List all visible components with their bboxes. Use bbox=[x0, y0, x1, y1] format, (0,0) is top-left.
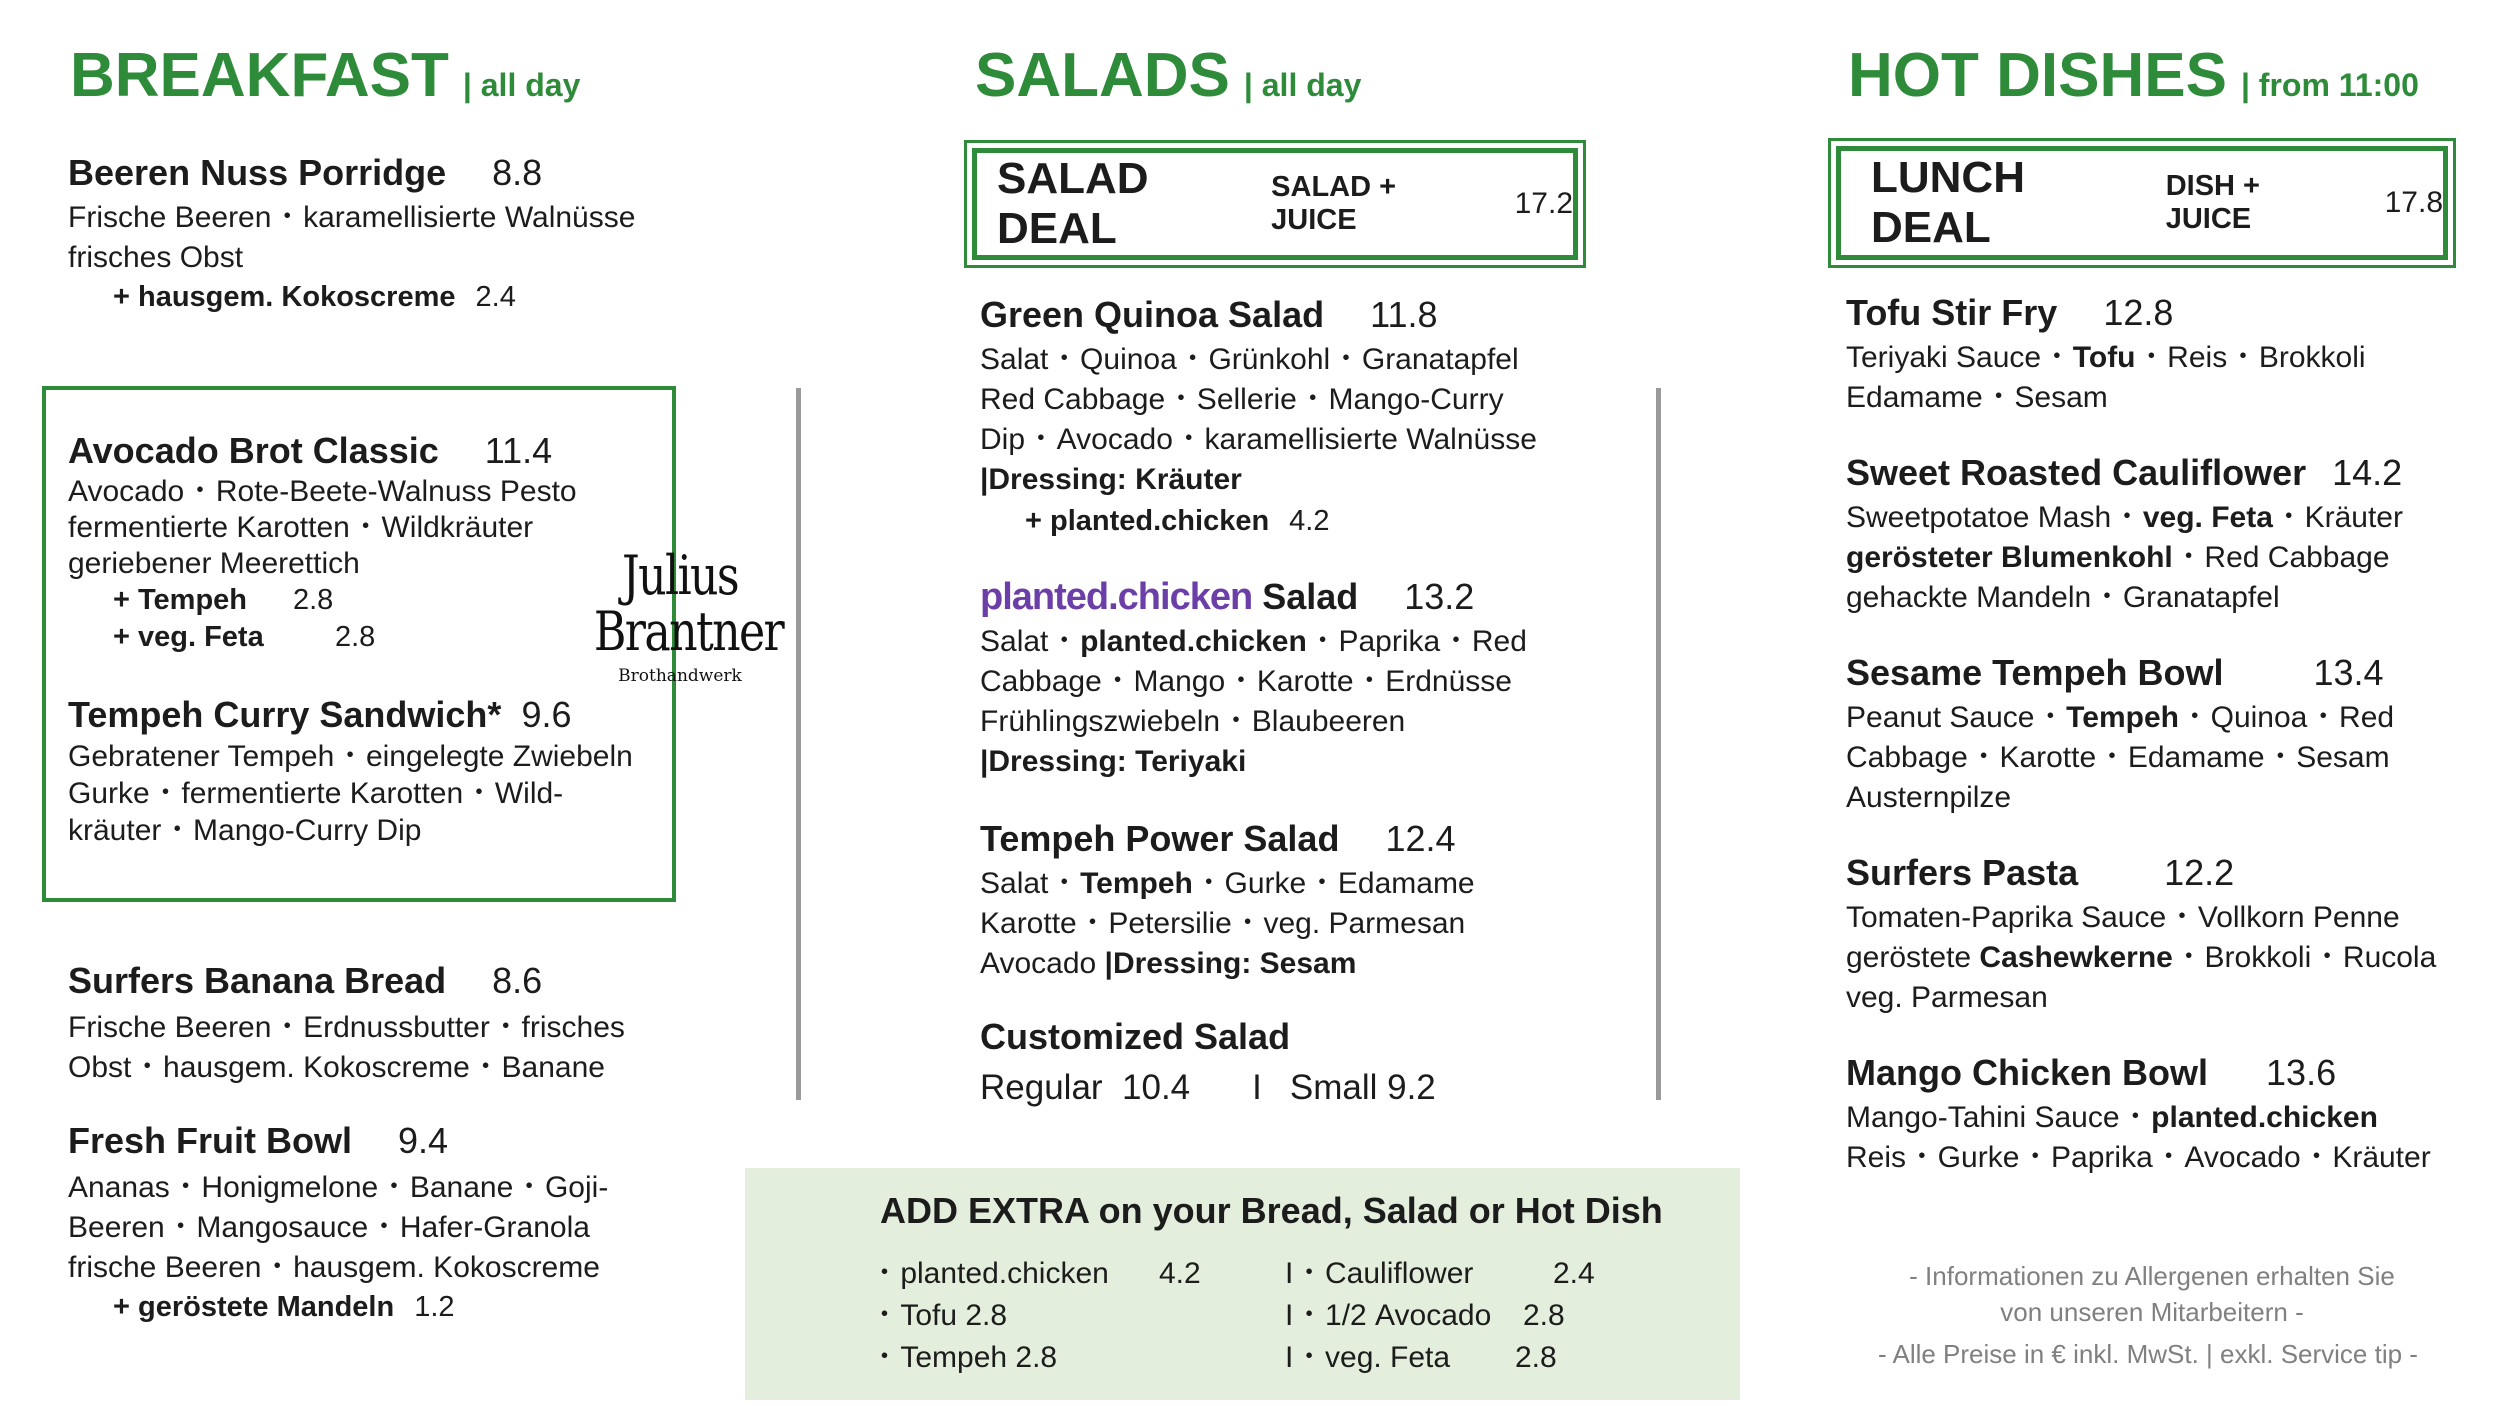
item-desc-line: Salat ･ Tempeh ･ Gurke ･ Edamame bbox=[980, 867, 1475, 900]
section-subtitle: | from 11:00 bbox=[2240, 67, 2419, 103]
price-note bbox=[1828, 1336, 2468, 1372]
addon-price: 4.2 bbox=[1289, 505, 1330, 537]
menu-item-planted-salad bbox=[980, 574, 1700, 782]
item-desc-line: Salat ･ Quinoa ･ Grünkohl ･ Granatapfel bbox=[980, 343, 1519, 376]
item-desc-line: Edamame ･ Sesam bbox=[1846, 381, 2108, 414]
item-desc-line: Frische Beeren ･ Erdnussbutter ･ frisches bbox=[68, 1011, 625, 1044]
item-desc-line: Salat ･ planted.chicken ･ Paprika ･ Red bbox=[980, 625, 1527, 658]
item-desc-line: veg. Parmesan bbox=[1846, 981, 2048, 1014]
menu-item-banana-bread bbox=[68, 958, 788, 1088]
item-name: Salad bbox=[1262, 576, 1359, 617]
item-desc-line: Red Cabbage ･ Sellerie ･ Mango-Curry bbox=[980, 383, 1504, 416]
section-title-text: BREAKFAST bbox=[70, 41, 449, 110]
item-desc-line: geröstete Cashewkerne ･ Brokkoli ･ Rucola bbox=[1846, 941, 2437, 974]
item-price: 13.6 bbox=[2266, 1052, 2337, 1093]
item-desc-line: Dip ･ Avocado ･ karamellisierte Walnüsse bbox=[980, 423, 1537, 456]
salads-title bbox=[975, 40, 1361, 111]
item-price: 9.6 bbox=[521, 694, 572, 735]
regular-price: Regular 10.4 bbox=[980, 1068, 1191, 1107]
item-desc-line: Sweetpotatoe Mash ･ veg. Feta ･ Kräuter bbox=[1846, 501, 2403, 534]
item-desc-line: gehackte Mandeln ･ Granatapfel bbox=[1846, 581, 2280, 614]
menu-item-tofu-stir-fry bbox=[1846, 290, 2500, 418]
salad-deal-box bbox=[972, 148, 1578, 260]
menu-item-fruit-bowl bbox=[68, 1118, 788, 1326]
item-name: Sweet Roasted Cauliflower bbox=[1846, 452, 2307, 493]
item-desc-line: Avocado |Dressing: Sesam bbox=[980, 947, 1357, 980]
lunch-deal-box bbox=[1836, 146, 2448, 260]
price-separator: I bbox=[1252, 1068, 1262, 1107]
item-price: 9.4 bbox=[398, 1120, 449, 1161]
item-name: Green Quinoa Salad bbox=[980, 294, 1325, 335]
addon-price: 2.8 bbox=[335, 621, 376, 653]
item-name: Mango Chicken Bowl bbox=[1846, 1052, 2209, 1093]
item-name: Beeren Nuss Porridge bbox=[68, 152, 447, 193]
item-price: 13.2 bbox=[1404, 576, 1475, 617]
item-price: 12.8 bbox=[2103, 292, 2174, 333]
item-price: 8.8 bbox=[492, 152, 543, 193]
item-name: Avocado Brot Classic bbox=[68, 430, 439, 471]
addon-price: 2.8 bbox=[293, 584, 334, 616]
item-desc-line: Gebratener Tempeh ･ eingelegte Zwiebeln bbox=[68, 740, 633, 773]
deal-title: LUNCH DEAL bbox=[1871, 153, 2025, 252]
item-desc-line: Cabbage ･ Mango ･ Karotte ･ Erdnüsse bbox=[980, 665, 1512, 698]
item-desc-line: Peanut Sauce ･ Tempeh ･ Quinoa ･ Red bbox=[1846, 701, 2395, 734]
item-name: Tempeh Curry Sandwich* bbox=[68, 694, 502, 735]
item-dressing: |Dressing: Teriyaki bbox=[980, 745, 1247, 778]
item-desc-line: Frühlingszwiebeln ･ Blaubeeren bbox=[980, 705, 1406, 738]
item-desc-line: fermentierte Karotten ･ Wildkräuter bbox=[68, 511, 534, 544]
item-desc-line: Karotte ･ Petersilie ･ veg. Parmesan bbox=[980, 907, 1466, 940]
extra-item: I ･ 1/2 Avocado 2.8 bbox=[1285, 1299, 1565, 1332]
allergen-note bbox=[1842, 1258, 2462, 1330]
item-desc-line: Ananas ･ Honigmelone ･ Banane ･ Goji- bbox=[68, 1171, 609, 1204]
section-title-text: HOT DISHES bbox=[1848, 41, 2227, 110]
addon-label: + planted.chicken bbox=[1025, 505, 1270, 537]
addon-label: + hausgem. Kokoscreme bbox=[113, 281, 456, 313]
item-desc-line: Reis ･ Gurke ･ Paprika ･ Avocado ･ Kräuter bbox=[1846, 1141, 2431, 1174]
breakfast-title bbox=[70, 40, 580, 111]
deal-subtitle: SALAD + JUICE bbox=[1271, 171, 1397, 236]
menu-item-tempeh-sandwich bbox=[68, 692, 788, 849]
item-desc-line: Avocado ･ Rote-Beete-Walnuss Pesto bbox=[68, 475, 577, 508]
item-name: Sesame Tempeh Bowl bbox=[1846, 652, 2224, 693]
menu-item-cauliflower bbox=[1846, 450, 2500, 618]
addon-price: 2.4 bbox=[475, 281, 516, 313]
item-price: 14.2 bbox=[2332, 452, 2403, 493]
deal-price: 17.2 bbox=[1514, 187, 1573, 220]
item-desc-line: Obst ･ hausgem. Kokoscreme ･ Banane bbox=[68, 1051, 605, 1084]
menu-item-green-quinoa bbox=[980, 292, 1700, 542]
logo-line3: Brothandwerk bbox=[618, 666, 742, 686]
item-price: 8.6 bbox=[492, 960, 543, 1001]
logo-line2: Brantner bbox=[593, 600, 784, 663]
small-price: Small 9.2 bbox=[1289, 1068, 1436, 1107]
extra-item: I ･ Cauliflower 2.4 bbox=[1285, 1257, 1595, 1290]
item-desc-line: Austernpilze bbox=[1846, 781, 2012, 814]
section-title-text: SALADS bbox=[975, 41, 1230, 110]
customized-prices bbox=[980, 1068, 1700, 1108]
extra-item: ･ Tofu 2.8 bbox=[877, 1299, 1008, 1332]
item-desc-line: Tomaten-Paprika Sauce ･ Vollkorn Penne bbox=[1846, 901, 2400, 934]
item-price: 12.4 bbox=[1385, 818, 1456, 859]
item-desc-line: frisches Obst bbox=[68, 241, 244, 274]
item-price: 11.4 bbox=[484, 430, 553, 471]
menu-item-surfers-pasta bbox=[1846, 850, 2500, 1018]
footer-line: - Informationen zu Allergenen erhalten Sie bbox=[1909, 1261, 2395, 1291]
item-desc-line: Frische Beeren ･ karamellisierte Walnüsse bbox=[68, 201, 636, 234]
item-price: 12.2 bbox=[2164, 852, 2235, 893]
addon-label: + geröstete Mandeln bbox=[113, 1291, 395, 1323]
add-extra-title: ADD EXTRA on your Bread, Salad or Hot Dish bbox=[880, 1190, 1663, 1231]
item-name: Tempeh Power Salad bbox=[980, 818, 1340, 859]
menu-item-customized-salad bbox=[980, 1014, 1700, 1108]
menu-item-sesame-tempeh bbox=[1846, 650, 2500, 818]
menu-item-mango-chicken bbox=[1846, 1050, 2500, 1178]
add-extra-box bbox=[745, 1168, 1740, 1400]
item-name: Surfers Banana Bread bbox=[68, 960, 447, 1001]
section-subtitle: | all day bbox=[462, 67, 581, 103]
section-subtitle: | all day bbox=[1243, 67, 1362, 103]
item-desc-line: Gurke ･ fermentierte Karotten ･ Wild- bbox=[68, 777, 564, 810]
logo-line1: Julius bbox=[621, 544, 739, 607]
footer-line: - Alle Preise in € inkl. MwSt. | exkl. Service tip - bbox=[1878, 1339, 2418, 1369]
extra-item: ･ Tempeh 2.8 bbox=[877, 1341, 1058, 1374]
footer-line: von unseren Mitarbeitern - bbox=[2000, 1297, 2304, 1327]
deal-subtitle: DISH + JUICE bbox=[2165, 170, 2260, 235]
item-price: 13.4 bbox=[2313, 652, 2384, 693]
addon-price: 1.2 bbox=[414, 1291, 455, 1323]
hot-dishes-title bbox=[1848, 40, 2419, 111]
item-desc-line: Cabbage ･ Karotte ･ Edamame ･ Sesam bbox=[1846, 741, 2390, 774]
item-name: Surfers Pasta bbox=[1846, 852, 2079, 893]
addon-label: + Tempeh bbox=[113, 584, 248, 616]
item-price: 11.8 bbox=[1370, 294, 1438, 335]
menu-item-tempeh-power bbox=[980, 816, 1700, 984]
julius-brantner-logo bbox=[575, 544, 785, 686]
item-desc-line: kräuter ･ Mango-Curry Dip bbox=[68, 814, 422, 847]
item-desc-line: geriebener Meerettich bbox=[68, 547, 360, 580]
item-dressing: |Dressing: Kräuter bbox=[980, 463, 1242, 496]
deal-title: SALAD DEAL bbox=[997, 154, 1149, 253]
extra-item: ･ planted.chicken 4.2 bbox=[877, 1257, 1201, 1290]
extra-item: I ･ veg. Feta 2.8 bbox=[1285, 1341, 1557, 1374]
item-name: Customized Salad bbox=[980, 1016, 1291, 1057]
item-desc-line: Teriyaki Sauce ･ Tofu ･ Reis ･ Brokkoli bbox=[1846, 341, 2366, 374]
column-divider bbox=[796, 388, 801, 1100]
item-desc-line: gerösteter Blumenkohl ･ Red Cabbage bbox=[1846, 541, 2390, 574]
item-name: Fresh Fruit Bowl bbox=[68, 1120, 353, 1161]
addon-label: + veg. Feta bbox=[113, 621, 264, 653]
deal-price: 17.8 bbox=[2384, 186, 2443, 219]
item-desc-line: Beeren ･ Mangosauce ･ Hafer-Granola bbox=[68, 1211, 590, 1244]
planted-chicken-logo: planted.chicken bbox=[980, 576, 1253, 618]
item-desc-line: frische Beeren ･ hausgem. Kokoscreme bbox=[68, 1251, 600, 1284]
menu-item-porridge bbox=[68, 150, 788, 316]
item-name: Tofu Stir Fry bbox=[1846, 292, 2058, 333]
item-desc-line: Mango-Tahini Sauce ･ planted.chicken bbox=[1846, 1101, 2378, 1134]
